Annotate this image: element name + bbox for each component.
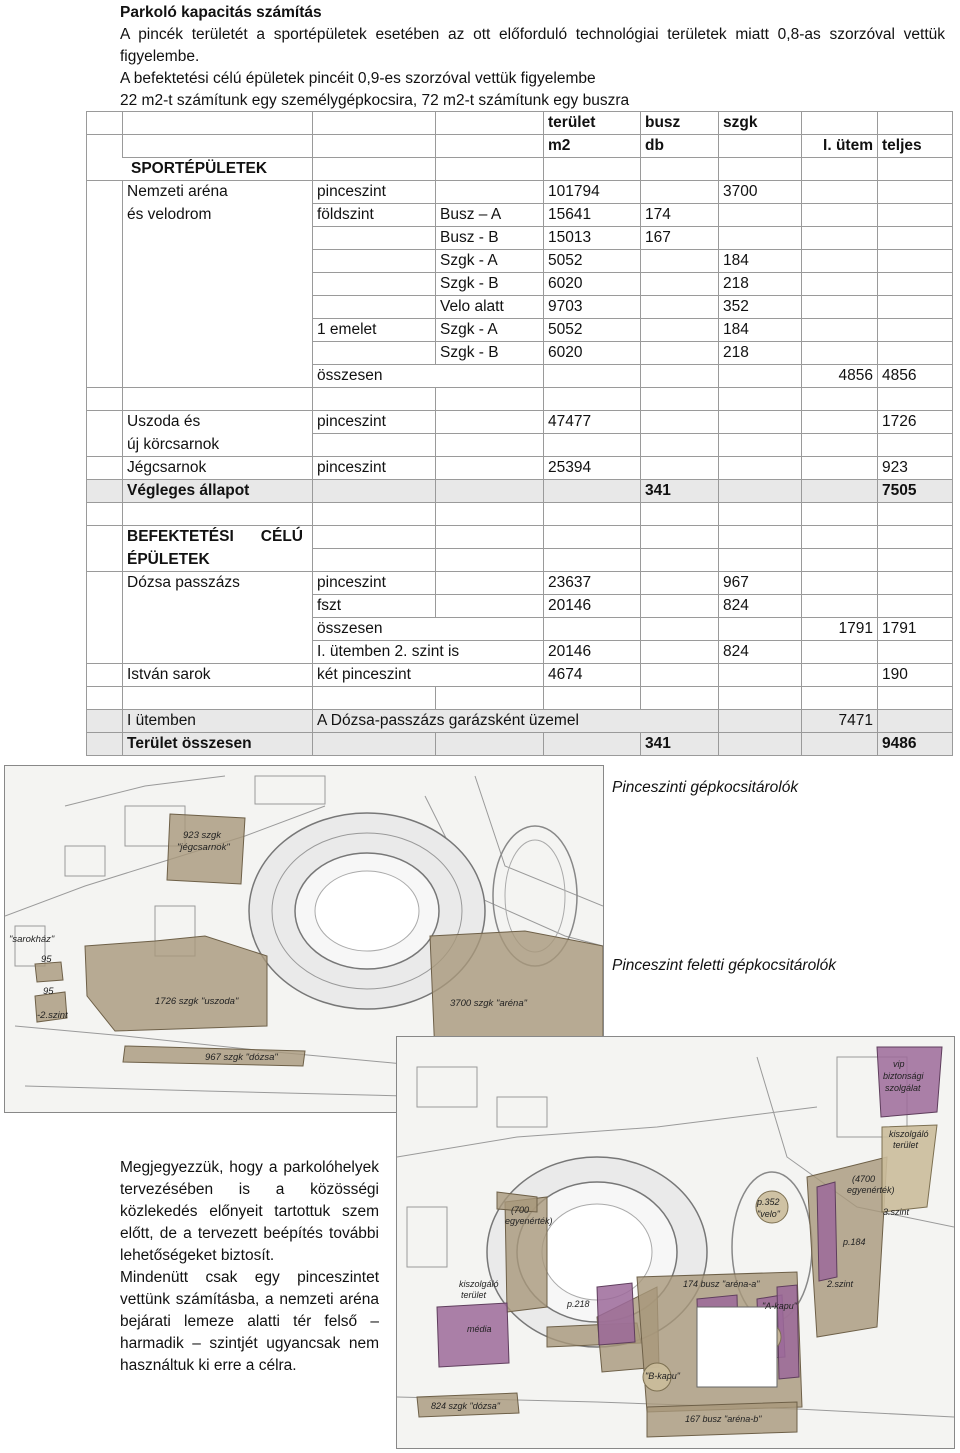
map-label: 95	[43, 986, 54, 997]
map-label: "B-kapu"	[645, 1371, 680, 1381]
level-cell: I. ütemben 2. szint is	[313, 641, 544, 664]
header-teljes: teljes	[878, 135, 953, 158]
value-cell: 9703	[544, 296, 641, 319]
map-label: 174 busz "aréna-a"	[683, 1279, 760, 1289]
value-cell: 3700	[719, 181, 802, 204]
section-befektetesi-2: ÉPÜLETEK	[123, 549, 313, 572]
value-cell: 4856	[802, 365, 878, 388]
value-cell: 174	[641, 204, 719, 227]
level-cell: pinceszint	[313, 457, 436, 480]
zone-cell: Szgk - A	[436, 319, 544, 342]
map-label: terület	[461, 1290, 487, 1300]
section-sportepuletek: SPORTÉPÜLETEK	[87, 158, 313, 181]
zone-cell: Szgk - B	[436, 273, 544, 296]
value-cell: 1726	[878, 411, 953, 434]
zone-cell: Busz – A	[436, 204, 544, 227]
note-paragraph-1: Megjegyezzük, hogy a parkolóhelyek tervezésében is a közösségi közlekedés előnyeit tartottuk szem előtt, de a tervezett beépítés további lehetőségeket biztosít.	[120, 1159, 379, 1264]
intro-title: Parkoló kapacitás számítás	[120, 4, 322, 21]
map-label: 3.szint	[883, 1207, 910, 1217]
value-cell: 9486	[878, 733, 953, 756]
zone-cell: Szgk - A	[436, 250, 544, 273]
value-cell: 1791	[802, 618, 878, 641]
value-cell: 15641	[544, 204, 641, 227]
terulet-osszesen-label: Terület összesen	[123, 733, 313, 756]
value-cell: 20146	[544, 595, 641, 618]
map-label: szolgálat	[885, 1083, 921, 1093]
map-label: egyenérték)	[505, 1216, 553, 1226]
level-cell: földszint	[313, 204, 436, 227]
value-cell: 7505	[878, 480, 953, 503]
header-terulet: terület	[544, 112, 641, 135]
map-label: 167 busz "aréna-b"	[685, 1414, 762, 1424]
map-label: 824 szgk "dózsa"	[431, 1401, 500, 1411]
header-m2: m2	[544, 135, 641, 158]
map-label: "sarokház"	[9, 934, 55, 945]
value-cell: 47477	[544, 411, 641, 434]
level-cell: pinceszint	[313, 572, 436, 595]
header-i-utem: I. ütem	[802, 135, 878, 158]
map-label: p.184	[843, 1237, 866, 1247]
value-cell: 923	[878, 457, 953, 480]
intro-line-3: 22 m2-t számítunk egy személygépkocsira, 72 m2-t számítunk egy buszra	[120, 92, 630, 109]
uszoda-label-2: új körcsarnok	[123, 434, 313, 457]
istvan-sarok-label: István sarok	[123, 664, 313, 687]
dozsa-label: Dózsa passzázs	[123, 572, 313, 595]
map-label: kiszolgáló	[889, 1129, 929, 1139]
zone-cell: Velo alatt	[436, 296, 544, 319]
note	[120, 1157, 379, 1377]
value-cell: 6020	[544, 342, 641, 365]
jegcsarnok-label: Jégcsarnok	[123, 457, 313, 480]
value-cell: 218	[719, 342, 802, 365]
map-label: 967 szgk "dózsa"	[205, 1052, 278, 1063]
capacity-table	[86, 111, 953, 756]
map-label: biztonsági	[883, 1071, 924, 1081]
map-label: kiszolgáló	[459, 1279, 499, 1289]
zone-cell: Busz - B	[436, 227, 544, 250]
value-cell: 23637	[544, 572, 641, 595]
map-label: p.352	[757, 1197, 780, 1207]
map-label: egyenérték)	[847, 1185, 895, 1195]
zone-cell: Szgk - B	[436, 342, 544, 365]
value-cell: 352	[719, 296, 802, 319]
level-cell: pinceszint	[313, 181, 436, 204]
value-cell: 218	[719, 273, 802, 296]
header-db: db	[641, 135, 719, 158]
uszoda-label-1: Uszoda és	[123, 411, 313, 434]
map-label: 1726 szgk "uszoda"	[155, 996, 239, 1007]
header-szgk: szgk	[719, 112, 802, 135]
site-plan-above	[396, 1036, 955, 1449]
note-paragraph-2: Mindenütt csak egy pinceszintet vettünk számításba, a nemzeti aréna bejárati lemeze alatti tér felső – harmadik – szintjét ugyancsak nem használtuk ki erre a célra.	[120, 1269, 379, 1374]
value-cell: 101794	[544, 181, 641, 204]
intro	[120, 2, 945, 112]
value-cell: 1791	[878, 618, 953, 641]
value-cell: 167	[641, 227, 719, 250]
value-cell: 824	[719, 641, 802, 664]
map-label: -2.szint	[37, 1010, 68, 1021]
value-cell: 967	[719, 572, 802, 595]
value-cell: 25394	[544, 457, 641, 480]
value-cell: 824	[719, 595, 802, 618]
map-label: "velo"	[757, 1209, 780, 1219]
level-cell: pinceszint	[313, 411, 436, 434]
map-label: (4700	[852, 1174, 876, 1184]
i-utemben-label: I ütemben	[123, 710, 313, 733]
header-busz: busz	[641, 112, 719, 135]
level-cell: két pinceszint	[313, 664, 544, 687]
value-cell: 5052	[544, 250, 641, 273]
map-label: "jégcsarnok"	[177, 842, 230, 853]
value-cell: 20146	[544, 641, 641, 664]
value-cell: 7471	[802, 710, 878, 733]
caption-basement: Pinceszinti gépkocsitárolók	[612, 779, 799, 796]
value-cell: 341	[641, 733, 719, 756]
total-label: összesen	[313, 365, 544, 388]
map-label: média	[467, 1324, 492, 1334]
caption-above-basement: Pinceszint feletti gépkocsitárolók	[612, 957, 837, 974]
arena-label-2: és velodrom	[123, 204, 313, 227]
dozsa-garazs-note: A Dózsa-passzázs garázsként üzemel	[313, 710, 719, 733]
section-befektetesi-1: BEFEKTETÉSI CÉLÚ	[123, 526, 313, 549]
map-label: vip	[893, 1059, 905, 1069]
value-cell: 341	[641, 480, 719, 503]
value-cell: 4856	[878, 365, 953, 388]
map-label: "A-kapu"	[762, 1301, 797, 1311]
value-cell: 15013	[544, 227, 641, 250]
map-label: 2.szint	[827, 1279, 854, 1289]
map-label: 923 szgk	[183, 830, 222, 841]
value-cell: 4674	[544, 664, 641, 687]
level-cell: fszt	[313, 595, 436, 618]
site-plan-above-drawing	[397, 1037, 954, 1448]
value-cell: 184	[719, 250, 802, 273]
value-cell: 5052	[544, 319, 641, 342]
map-label: terület	[893, 1140, 919, 1150]
level-cell: 1 emelet	[313, 319, 436, 342]
map-label: 3700 szgk "aréna"	[450, 998, 527, 1009]
map-label: (700	[511, 1205, 530, 1215]
intro-line-1: A pincék területét a sportépületek esetében az ott előforduló technológiai területek miatt 0,8-as szorzóval vettük figyelembe.	[120, 26, 945, 65]
value-cell: 190	[878, 664, 953, 687]
vegleges-allapot-label: Végleges állapot	[123, 480, 313, 503]
value-cell: 184	[719, 319, 802, 342]
map-label: p.218	[567, 1299, 590, 1309]
map-label: 95	[41, 954, 52, 965]
total-label: összesen	[313, 618, 544, 641]
value-cell: 6020	[544, 273, 641, 296]
arena-label-1: Nemzeti aréna	[123, 181, 313, 204]
intro-line-2: A befektetési célú épületek pincéit 0,9-es szorzóval vettük figyelembe	[120, 70, 596, 87]
